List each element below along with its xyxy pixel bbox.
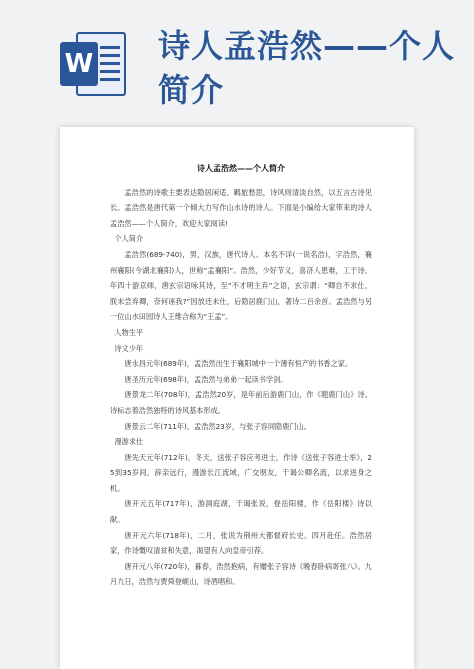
document-title: 诗人孟浩然——个人简介 [197,164,285,173]
paragraph: 唐先天元年(712年)，冬天，送张子容应考进士，作诗《送张子容进士举》，25到35岁间，辞亲远行，漫游长江流域，广交朋友，干谒公卿名流，以求进身之机。 [110,452,372,493]
paragraph: 唐景云二年(711年)，孟浩然23岁，与张子容同隐鹿门山。 [124,421,311,431]
paragraph: 孟浩然(689-740)，男，汉族，唐代诗人。本名不详(一说名浩)，字浩然，襄州襄阳(今湖北襄阳)人，世称“孟襄阳”。浩然，少好节义，喜济人患难，工于诗。年四十游京师，唐玄宗诏咏其诗，至“不才明主弃”之语，玄宗谓：“卿自不求仕，朕未尝弃卿，奈何诬我?”因放还未仕，后隐居鹿门山，著诗二百余首。孟浩然与另一位山水田园诗人王维合称为“王孟”。 [110,249,372,322]
section-heading: 漫游求仕 [114,437,144,447]
word-badge: W [60,42,98,86]
paragraph: 唐景龙二年(708年)，孟浩然20岁，是年前后游鹿门山，作《题鹿门山》诗。诗标志着浩然独特的诗风基本形成。 [110,390,372,415]
section-heading: 人物生平 [114,327,144,337]
paragraph: 唐圣历元年(698年)，孟浩然与弟弟一起读书学剑。 [124,374,288,384]
page-header [0,0,474,118]
document-page [60,127,414,669]
document-body [110,161,372,590]
paragraph: 唐开元五年(717年)，游洞庭湖，干谒张说，登岳阳楼，作《岳阳楼》诗以献。 [110,499,372,525]
page-title: 诗人孟浩然——个人简介 [158,27,456,109]
paragraph: 唐开元六年(718年)，二月，张说为荆州大都督府长史。四月赴任。浩然居家，作诗慨叹清贫和失意，渴望有人向皇帝引荐。 [110,530,372,556]
paragraph: 唐开元八年(720年)，暮春，浩然抱病，有赠张子容诗《晚春卧病寄张八》。九月九日，浩然与贾舜登岘山，诗酒唱和。 [110,561,372,587]
paragraph: 孟浩然的诗歌主要表达隐居闲适、羁旅愁思，诗风则清淡自然，以五言古诗见长。孟浩然是唐代第一个倾大力写作山水诗的诗人。下面是小编给大家带来的诗人孟浩然——个人简介，欢迎大家阅读! [110,187,372,228]
section-heading: 个人简介 [114,234,144,244]
document-paragraphs [110,185,372,590]
section-heading: 诗文少年 [114,343,144,353]
paragraph: 唐永昌元年(689年)，孟浩然出生于襄阳城中一个薄有恒产的书香之家。 [124,359,353,369]
word-document-icon [54,24,130,104]
